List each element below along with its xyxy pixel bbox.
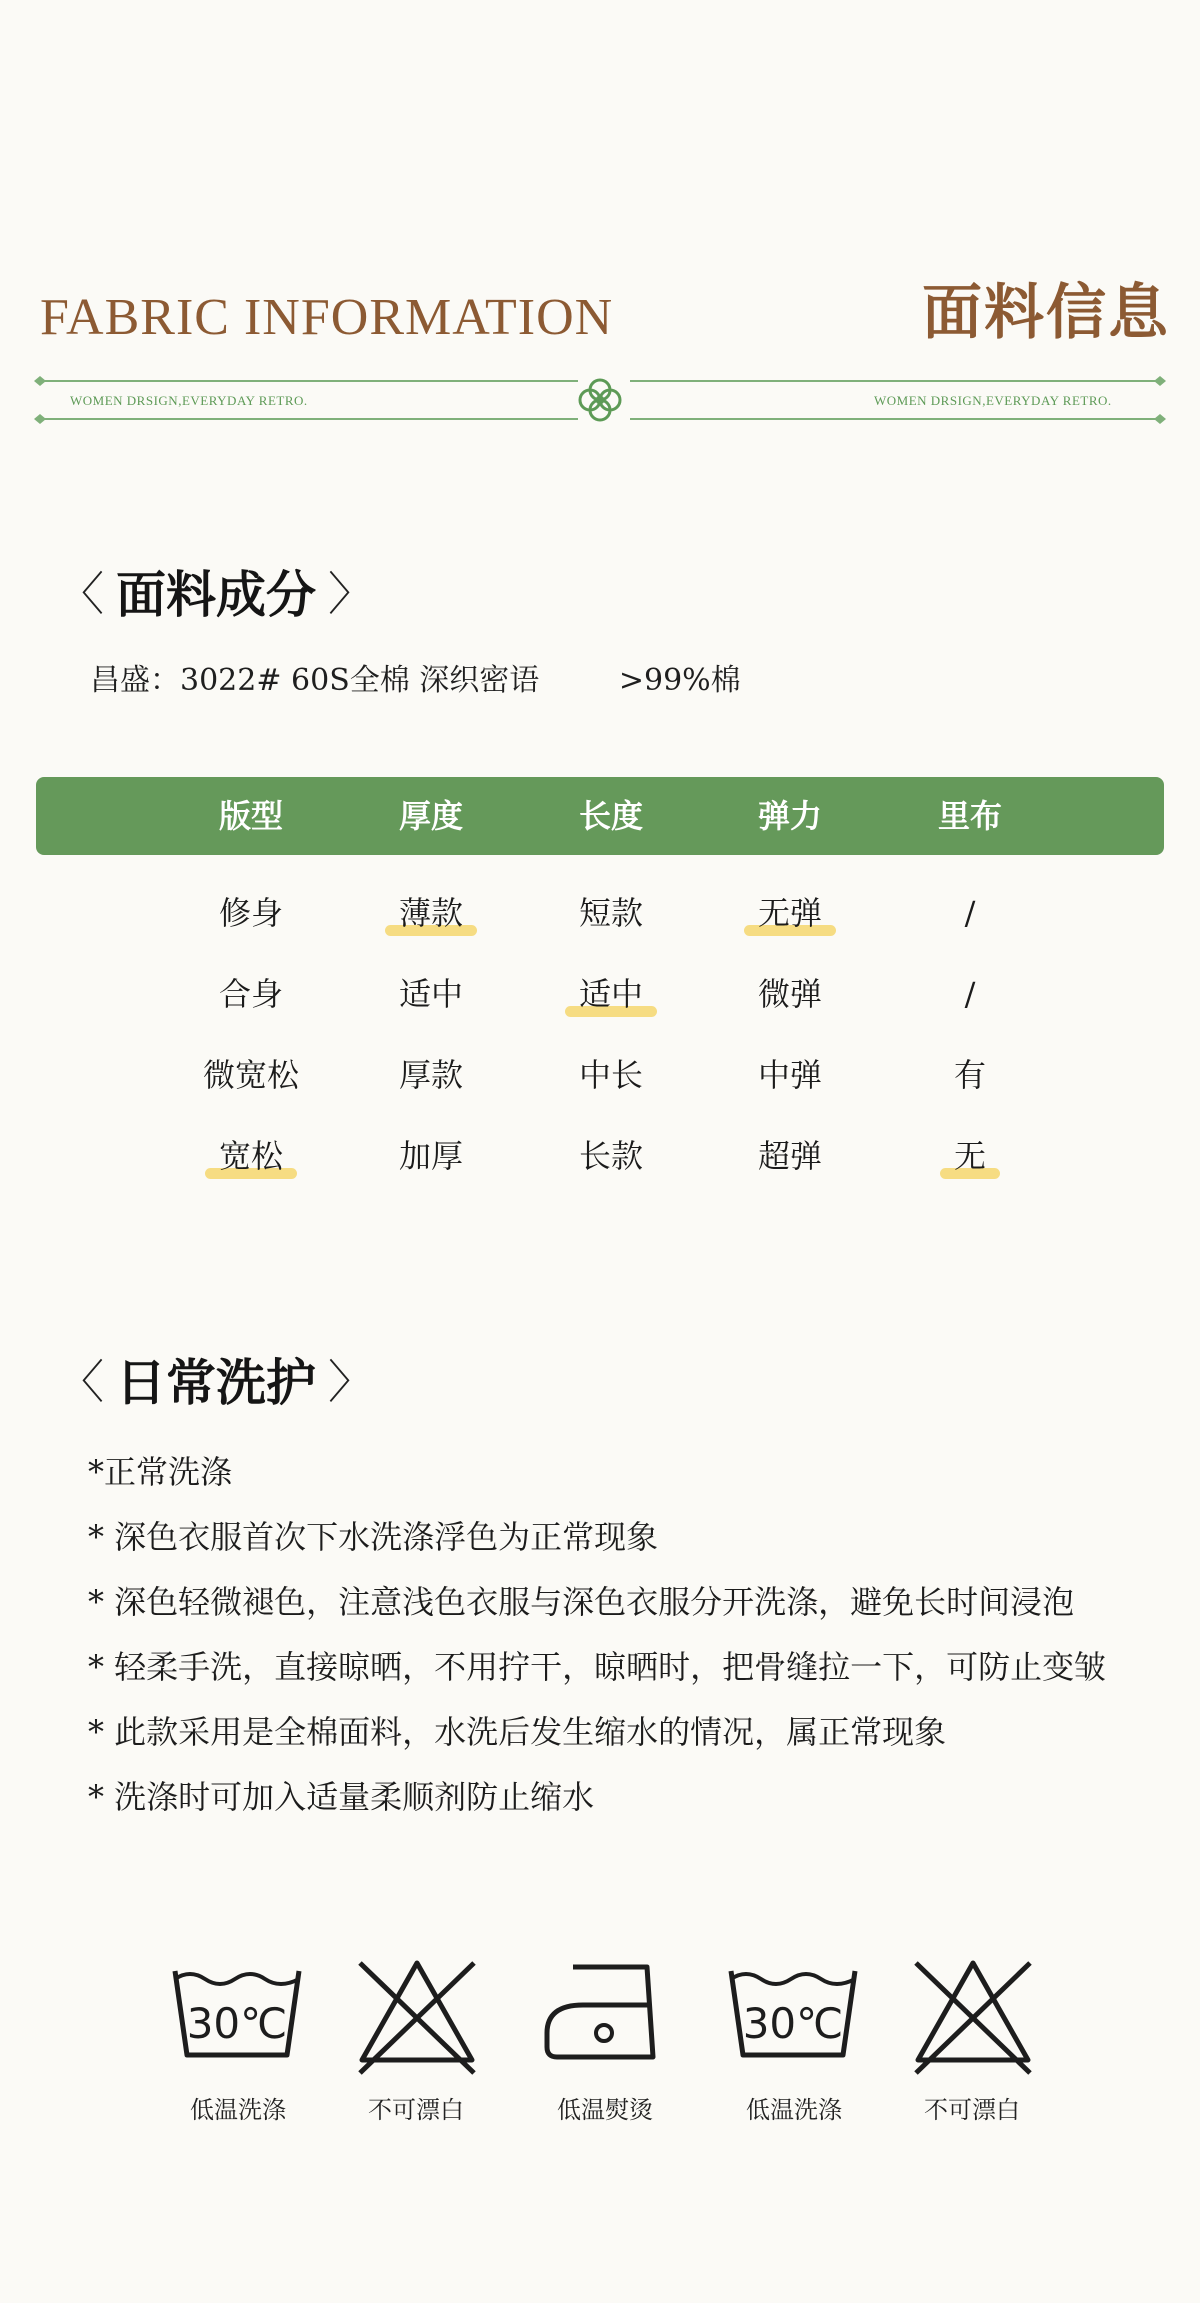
composition-heading: [46, 555, 386, 627]
table-cell: [161, 1050, 341, 1100]
care-heading: [46, 1343, 386, 1415]
icon-label: 低温洗涤: [190, 2096, 286, 2124]
cell-value: 厚款: [398, 1056, 463, 1094]
bracket-open: 〈: [58, 567, 104, 621]
table-cell: [341, 969, 521, 1019]
table-cell: [880, 1050, 1060, 1100]
cell-value: 微宽松: [202, 1056, 299, 1094]
english-title: FABRIC INFORMATION: [40, 289, 614, 346]
care-item: * 深色轻微褪色，注意浅色衣服与深色衣服分开洗涤，避免长时间浸泡: [88, 1583, 1075, 1621]
highlighted-value: 适中: [565, 969, 657, 1019]
table-cell: [880, 888, 1060, 938]
care-item: * 深色衣服首次下水洗涤浮色为正常现象: [88, 1518, 659, 1556]
cell-value: 适中: [398, 975, 463, 1013]
composition-title: 面料成分: [116, 565, 316, 624]
table-cell: [700, 1050, 880, 1100]
no-bleach-icon: [908, 1955, 1038, 2085]
highlighted-value: 无弹: [744, 888, 836, 938]
tagline-left: WOMEN DRSIGN,EVERYDAY RETRO.: [70, 393, 308, 408]
table-cell: [880, 969, 1060, 1019]
care-instructions: [88, 1440, 1106, 1830]
highlighted-value: 宽松: [205, 1131, 297, 1181]
spec-table-header: [36, 777, 1164, 855]
composition-line: [90, 655, 741, 699]
no-bleach-icon: [352, 1955, 482, 2085]
header-cell: 厚度: [398, 797, 463, 835]
care-item: * 此款采用是全棉面料，水洗后发生缩水的情况，属正常现象: [88, 1713, 947, 1751]
table-cell: [700, 1131, 880, 1181]
svg-text:30℃: 30℃: [186, 1999, 288, 2048]
svg-text:30℃: 30℃: [742, 1999, 844, 2048]
chinese-title: 面料信息: [922, 278, 1170, 348]
care-item: * 洗涤时可加入适量柔顺剂防止缩水: [88, 1778, 595, 1816]
header-cell: 版型: [218, 797, 283, 835]
cell-value: 微弹: [757, 975, 822, 1013]
fabric-name: 昌盛：3022# 60S全棉 深织密语: [90, 663, 540, 698]
bracket-open: 〈: [58, 1355, 104, 1409]
low-iron-icon: [543, 1955, 673, 2085]
bracket-close: 〉: [328, 1355, 374, 1409]
fabric-percentage: >99%棉: [618, 663, 741, 698]
table-cell: [521, 969, 701, 1019]
table-cell: [700, 969, 880, 1019]
table-cell: [161, 888, 341, 938]
cell-value: 修身: [218, 894, 283, 932]
tagline-right: WOMEN DRSIGN,EVERYDAY RETRO.: [874, 393, 1112, 408]
cell-value: 合身: [218, 975, 283, 1013]
table-cell: [880, 1131, 1060, 1181]
table-cell: [341, 1131, 521, 1181]
header-cell: 里布: [937, 797, 1002, 835]
highlighted-value: 薄款: [385, 888, 477, 938]
cell-value: /: [964, 975, 976, 1013]
cell-value: 加厚: [398, 1137, 463, 1175]
highlighted-value: 无: [940, 1131, 1000, 1181]
care-title: 日常洗护: [116, 1353, 316, 1412]
cell-value: 长款: [578, 1137, 643, 1175]
care-item: * 轻柔手洗，直接晾晒，不用拧干，晾晒时，把骨缝拉一下，可防止变皱: [88, 1648, 1107, 1686]
care-item: *正常洗涤: [88, 1453, 233, 1491]
icon-label: 低温熨烫: [557, 2096, 653, 2124]
bracket-close: 〉: [328, 567, 374, 621]
table-cell: [521, 1050, 701, 1100]
table-cell: [161, 969, 341, 1019]
table-cell: [341, 1050, 521, 1100]
header-cell: 弹力: [757, 797, 822, 835]
clover-emblem-icon: [580, 380, 620, 420]
table-cell: [521, 1131, 701, 1181]
table-cell: [700, 888, 880, 938]
icon-label: 不可漂白: [368, 2096, 464, 2124]
cell-value: 超弹: [757, 1137, 822, 1175]
cell-value: 短款: [578, 894, 643, 932]
table-cell: [161, 1131, 341, 1181]
table-cell: [341, 888, 521, 938]
wash-30-icon: [172, 1955, 302, 2085]
table-cell: [521, 888, 701, 938]
icon-label: 低温洗涤: [746, 2096, 842, 2124]
cell-value: 有: [953, 1056, 986, 1094]
icon-label: 不可漂白: [924, 2096, 1020, 2124]
header-cell: 长度: [578, 797, 643, 835]
wash-30-icon: [728, 1955, 858, 2085]
cell-value: /: [964, 894, 976, 932]
cell-value: 中弹: [757, 1056, 822, 1094]
cell-value: 中长: [578, 1056, 643, 1094]
